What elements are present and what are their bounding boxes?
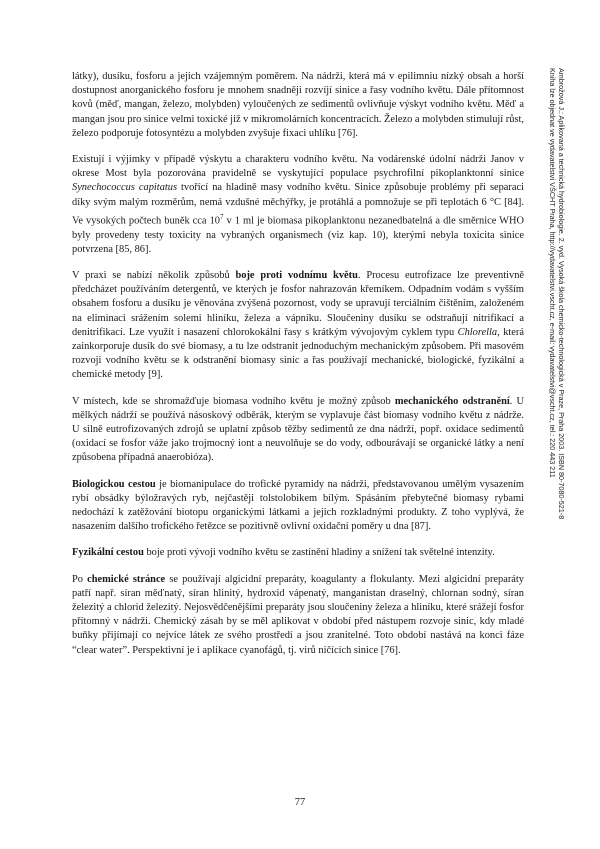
bold-term: Biologickou cestou xyxy=(72,478,156,490)
page-number: 77 xyxy=(294,797,306,808)
paragraph-nutrients: látky), dusíku, fosforu a jejich vzájemným poměrem. Na nádrži, která má v epilimniu nízký obsah a horší dostupnost anorganického fosforu je mnohem snadněji rozvíjí sinice a řasy vodního květu. Dále přítomnost kovů (měď, mangan, železo, molybden) vyloučených ze sedimentů ovlivňuje výskyt vodního květu. Měď a mangan jsou pro sinice velmi toxické již v mikromolárních koncentracích. Železo a molybden stimulují růst, železo podporuje fotosyntézu a molybden zvyšuje fixaci uhlíku [76]. xyxy=(72,71,524,139)
text-run: v 1 ml je biomasa pikoplanktonu nezanedbatelná a dle směrnice WHO byly provedeny testy toxicity na vybraných organismech (viz kap. 10), kterými nebyla toxicita sinice potvrzena [85, 86]. xyxy=(72,215,524,255)
species-name: Synechococcus capitatus xyxy=(72,182,178,194)
bold-term: mechanického odstranění xyxy=(394,395,510,407)
text-run: je biomanipulace do trofické pyramidy na nádrži, představovanou umělým vysazením rybí obsádky býložravých ryb, nejčastěji tolstolobikem bílým. Spásáním přebytečné biomasy rybami nedochází k zatěžování biotopu organickými látkami a jejich rozkladnými produkty. Z toho vyplývá, že nasazením dalšího trofického řetězce se pozitivně ovlivní oxidační poměry u dna [87]. xyxy=(72,478,525,533)
side-citation-note xyxy=(547,68,566,668)
species-name: Chlorella xyxy=(457,326,498,338)
text-run: V praxi se nabízí několik způsobů xyxy=(72,269,236,281)
paragraph-prevention xyxy=(72,269,524,383)
bold-term: boje proti vodnímu květu xyxy=(235,269,358,281)
paragraph-mechanical xyxy=(72,395,524,466)
bold-term: Fyzikální cestou xyxy=(72,547,144,559)
text-run: . U mělkých nádrží se používá násoskový odběrák, kterým se vyplavuje část biomasy vodního květu z nádrže. U silně eutrofizovaných zdrojů se uplatní způsob těžby sedimentů ze dna nádrží, popř. oxidace sedimentů (oxidací se fosfor váže jako trojmocný iont a neuvolňuje se do vody, odbourávají se organické látky a není způsobena případná anaerobióza). xyxy=(72,395,525,464)
paragraph-exceptions xyxy=(72,153,524,257)
side-note-line: Ambrožová J.: Aplikovaná a technická hydrobiologie. 2. vyd. Vysoká škola chemicko-technologická v Praze, Praha 2003. ISBN 80-7080-521-8 xyxy=(557,68,566,520)
text-run: . Procesu eutrofizace lze preventivně předcházet používáním detergentů, ve kterých je fosfor nahrazován křemíkem. Odpadním vodám s vyšším obsahem fosforu a dusíku je věnována zvýšená pozornost, vody se upravují terciálním čištěním, založeném na eliminaci srážením solemi hliníku, železa a vápníku. Sloučeniny dusíku se odstraňují nitrifikací a denitrifikací. Lze využít i nasazení chlorokokální řasy s krátkým vývojovým cyklem typu xyxy=(72,269,525,338)
page-body xyxy=(72,70,524,670)
text-run: Existují i výjimky v případě výskytu a charakteru vodního květu. Na vodárenské údolní nádrži Janov v okrese Most byla pozorována pravidelně se vyskytující populace psychrofilní pikoplanktonní sinice xyxy=(72,154,524,180)
side-note-line: Kniha lze objednat ve vydavatelství VŠCHT Praha, http://vydavatelstvi.vscht.cz, e-mail: vydavatelstvi@vscht.cz, tel.: 220 443 211 xyxy=(547,68,557,478)
exponent: 7 xyxy=(219,212,224,221)
text-run: V místech, kde se shromažďuje biomasa vodního květu je možný způsob xyxy=(72,395,395,407)
text-run: Po xyxy=(72,573,88,585)
paragraph-biological xyxy=(72,478,524,535)
paragraph-chemical xyxy=(72,573,524,658)
text-run: , která zainkorporuje dusík do své biomasy, a tu lze odstranit jednoduchým mechanickým způsobem. Při masovém rozvoji vodního květu se k odstranění biomasy sinic a řas používají mechanické, biologické, fyzikální a chemické metody [9]. xyxy=(72,326,524,381)
text-run: boje proti vývoji vodního květu se zastínění hladiny a snížení tak světelné intenzity. xyxy=(143,547,495,559)
bold-term: chemické stránce xyxy=(87,573,166,585)
text-run: se používají algicidní preparáty, koagulanty a flokulanty. Mezi algicidní preparáty patří např. síran měďnatý, síran hlinitý, hydroxid vápenatý, manganistan draselný, chlornan sodný, síran železitý a chlorid železitý. Nejosvědčenějšími preparáty jsou sloučeniny železa a hliníku, které srážejí fosfor přítomný v nádrži. Chemický zásah by se měl aplikovat v období před nástupem rozvoje sinic, kdy mladé buňky přijímají co nejvíce látek ze svého prostředí a jsou zranitelné. Toto období nastává na konci fáze “clear water”. Perspektivní je i aplikace cyanofágů, tj. virů ničících sinice [76]. xyxy=(72,573,524,656)
paragraph-physical xyxy=(72,546,524,560)
text-run: tvořící na hladině masy vodního květu. Sinice způsobuje problémy při separaci díky svým malým rozměrům, nemá vzdušné měchýřky, je protáhlá a pomnožuje se při teplotách 6 °C [84]. Ve vysokých počtech buněk cca 10 xyxy=(72,182,524,227)
